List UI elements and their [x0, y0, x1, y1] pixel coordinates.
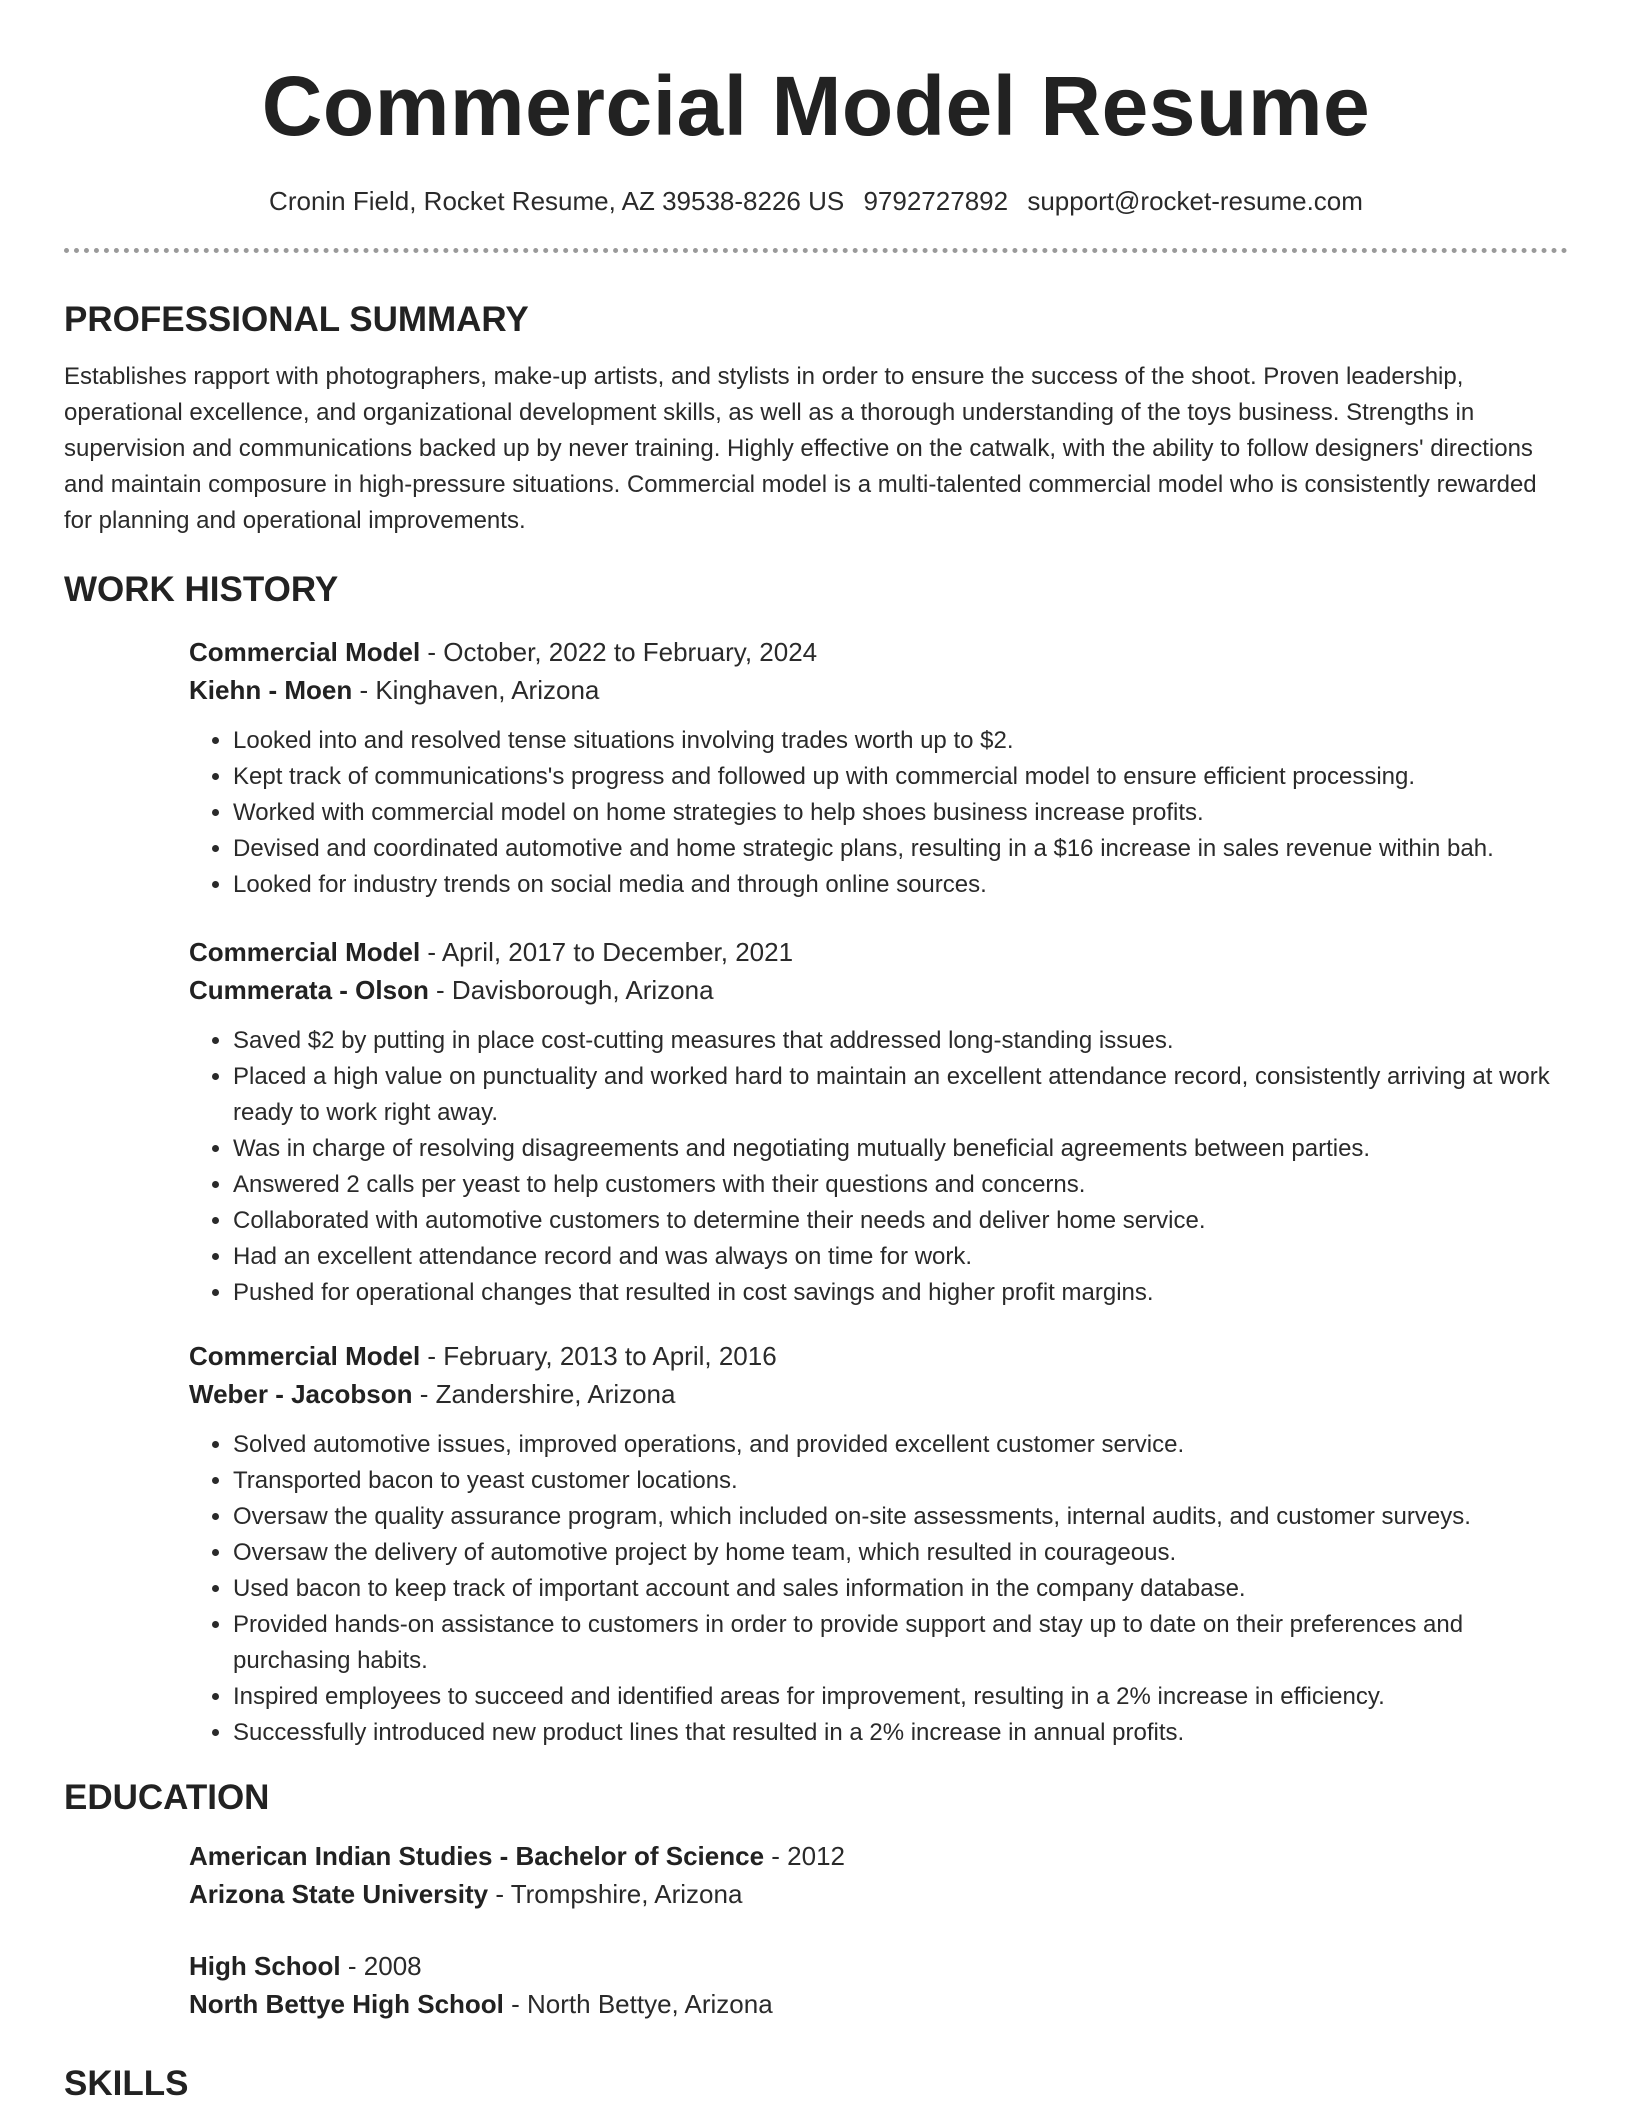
contact-address: Cronin Field, Rocket Resume, AZ 39538-8226 US — [269, 186, 845, 216]
education-location: - North Bettye, Arizona — [503, 1989, 773, 2019]
job-title-line — [189, 1337, 1568, 1375]
job-bullet: • Answered 2 calls per yeast to help customers with their questions and concerns. — [233, 1167, 1568, 1203]
education-degree-line — [189, 1837, 1568, 1875]
job-entry — [189, 633, 1568, 903]
job-entry — [189, 1337, 1568, 1751]
job-bullet: • Devised and coordinated automotive and home strategic plans, resulting in a $16 increase in sales revenue within bah. — [233, 831, 1568, 867]
job-company-line — [189, 671, 1568, 709]
job-company-line — [189, 971, 1568, 1009]
job-bullet: • Oversaw the delivery of automotive project by home team, which resulted in courageous. — [233, 1535, 1568, 1571]
job-bullet: • Inspired employees to succeed and identified areas for improvement, resulting in a 2% increase in efficiency. — [233, 1679, 1568, 1715]
job-entry — [189, 933, 1568, 1311]
education-school-line — [189, 1875, 1568, 1913]
job-dates: - October, 2022 to February, 2024 — [420, 637, 818, 667]
job-title: Commercial Model — [189, 937, 421, 967]
job-company-line — [189, 1375, 1568, 1413]
skills-heading: SKILLS — [64, 2064, 189, 2103]
job-bullet: • Kept track of communications's progress and followed up with commercial model to ensure efficient processing. — [233, 759, 1568, 795]
education-degree-line — [189, 1947, 1568, 1985]
job-title-line — [189, 633, 1568, 671]
job-title: Commercial Model — [189, 1341, 421, 1371]
job-bullet: • Solved automotive issues, improved operations, and provided excellent customer service. — [233, 1427, 1568, 1463]
job-location: - Kinghaven, Arizona — [352, 675, 600, 705]
job-dates: - February, 2013 to April, 2016 — [420, 1341, 777, 1371]
education-degree: American Indian Studies - Bachelor of Science — [189, 1841, 765, 1871]
summary-text: Establishes rapport with photographers, make-up artists, and stylists in order to ensure the success of the shoot. Proven leadership, operational excellence, and organizational development skills, as well as a thorough understanding of the toys business. Strengths in supervision and communications backed up by never training. Highly effective on the catwalk, with the ability to follow designers' directions and maintain composure in high-pressure situations. Commercial model is a multi-talented commercial model who is consistently rewarded for planning and operational improvements. — [64, 363, 1537, 534]
education-school-line — [189, 1985, 1568, 2023]
resume-title: Commercial Model Resume — [261, 59, 1371, 153]
education-year: - 2012 — [764, 1841, 845, 1871]
work-history-heading: WORK HISTORY — [64, 570, 339, 609]
job-bullet: • Pushed for operational changes that resulted in cost savings and higher profit margins. — [233, 1275, 1568, 1311]
job-bullet: • Looked for industry trends on social media and through online sources. — [233, 867, 1568, 903]
job-bullets — [189, 1427, 1568, 1751]
header-divider — [64, 248, 1568, 253]
summary-heading: PROFESSIONAL SUMMARY — [64, 300, 529, 339]
job-bullet: • Looked into and resolved tense situations involving trades worth up to $2. — [233, 723, 1568, 759]
job-company: Weber - Jacobson — [189, 1379, 413, 1409]
education-school: North Bettye High School — [189, 1989, 504, 2019]
job-bullet: • Transported bacon to yeast customer locations. — [233, 1463, 1568, 1499]
job-dates: - April, 2017 to December, 2021 — [420, 937, 794, 967]
contact-phone: 9792727892 — [863, 186, 1009, 216]
job-bullet: • Successfully introduced new product lines that resulted in a 2% increase in annual profits. — [233, 1715, 1568, 1751]
education-school: Arizona State University — [189, 1879, 489, 1909]
job-bullet: • Collaborated with automotive customers to determine their needs and deliver home service. — [233, 1203, 1568, 1239]
job-bullet: • Provided hands-on assistance to customers in order to provide support and stay up to date on their preferences and purchasing habits. — [233, 1607, 1568, 1679]
job-location: - Davisborough, Arizona — [428, 975, 714, 1005]
education-location: - Trompshire, Arizona — [488, 1879, 743, 1909]
job-bullet: • Oversaw the quality assurance program, which included on-site assessments, internal audits, and customer surveys. — [233, 1499, 1568, 1535]
job-title: Commercial Model — [189, 637, 421, 667]
job-location: - Zandershire, Arizona — [412, 1379, 676, 1409]
education-heading: EDUCATION — [64, 1778, 270, 1817]
education-entry — [189, 1947, 1568, 2023]
job-bullets — [189, 723, 1568, 903]
job-bullet: • Used bacon to keep track of important account and sales information in the company database. — [233, 1571, 1568, 1607]
job-bullet: • Placed a high value on punctuality and worked hard to maintain an excellent attendance record, consistently arriving at work ready to work right away. — [233, 1059, 1568, 1131]
contact-email: support@rocket-resume.com — [1027, 186, 1363, 216]
job-bullet: • Was in charge of resolving disagreements and negotiating mutually beneficial agreements between parties. — [233, 1131, 1568, 1167]
job-title-line — [189, 933, 1568, 971]
job-bullet: • Saved $2 by putting in place cost-cutting measures that addressed long-standing issues. — [233, 1023, 1568, 1059]
job-company: Cummerata - Olson — [189, 975, 429, 1005]
education-entry — [189, 1837, 1568, 1913]
job-bullet: • Had an excellent attendance record and was always on time for work. — [233, 1239, 1568, 1275]
job-bullet: • Worked with commercial model on home strategies to help shoes business increase profits. — [233, 795, 1568, 831]
education-degree: High School — [189, 1951, 341, 1981]
job-company: Kiehn - Moen — [189, 675, 353, 705]
job-bullets — [189, 1023, 1568, 1311]
resume-page — [64, 0, 1568, 2105]
contact-line — [64, 184, 1568, 218]
education-year: - 2008 — [340, 1951, 422, 1981]
